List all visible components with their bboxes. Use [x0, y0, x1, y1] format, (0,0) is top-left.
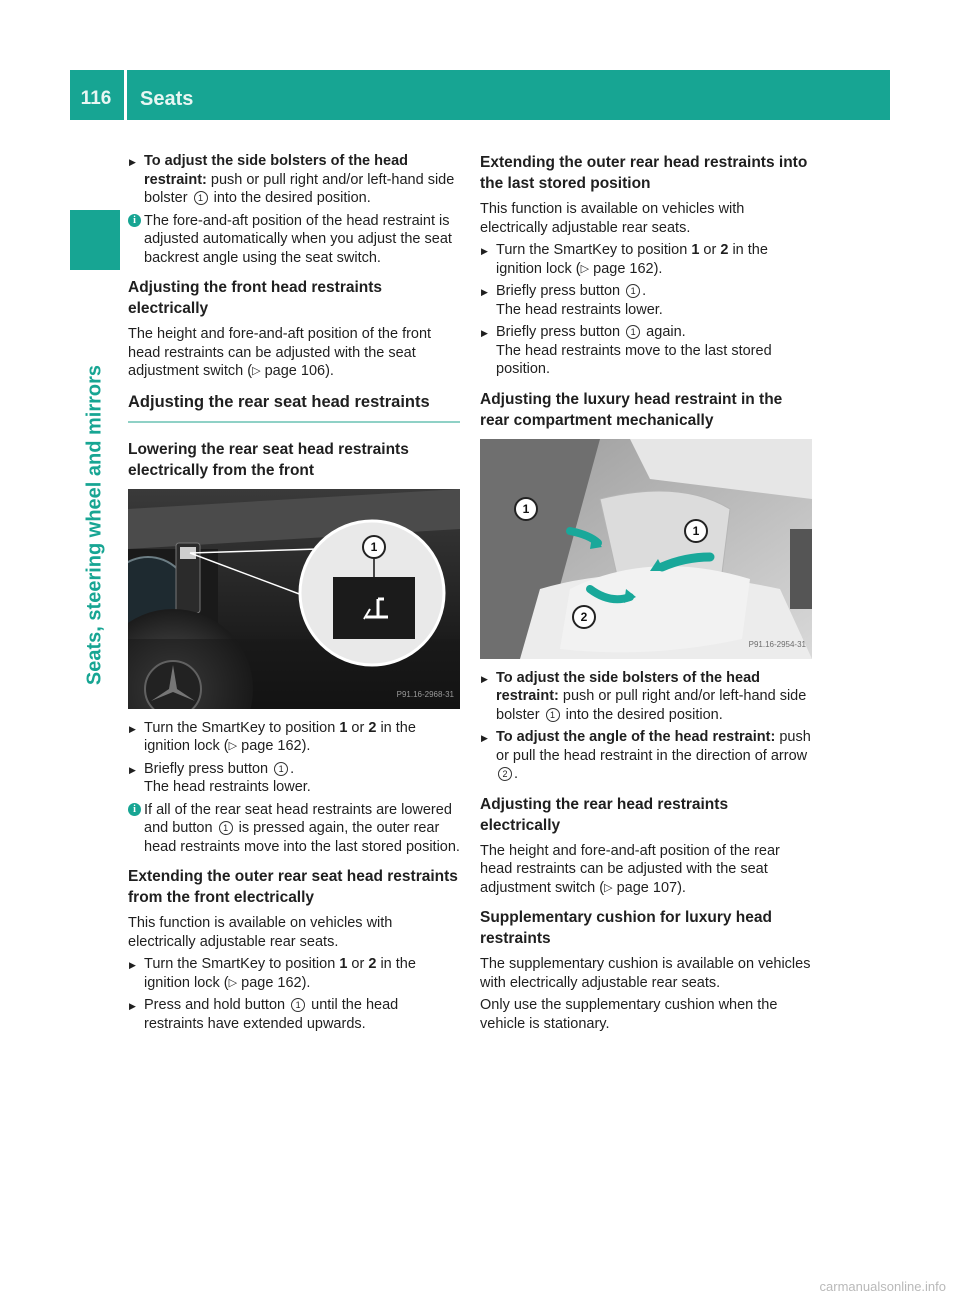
- callout-number: 1: [514, 497, 538, 521]
- callout-ref: 1: [546, 708, 560, 722]
- section-heading: Adjusting the front head restraints electrically: [128, 279, 383, 317]
- dashboard-figure: [128, 489, 460, 709]
- callout-ref: 1: [194, 191, 208, 205]
- page-ref-arrow-icon: ▷: [252, 365, 261, 377]
- callout-ref: 1: [291, 998, 305, 1012]
- page-link[interactable]: page 106).: [264, 363, 334, 379]
- chapter-tab-label: Seats, steering wheel and mirrors: [83, 364, 106, 686]
- list-item: ▶ Briefly press button 1 . The head restraints lower.: [480, 282, 812, 319]
- page-number: 116: [80, 88, 112, 109]
- paragraph: This function is available on vehicles with electrically adjustable rear seats.: [480, 201, 745, 236]
- page-ref-arrow-icon: ▷: [580, 262, 590, 275]
- section-heading: Adjusting the luxury head restraint in the rear compartment mechanically: [480, 390, 783, 429]
- header-divider: [124, 70, 127, 120]
- list-item: ▶ Turn the SmartKey to position 1 or 2 in the ignition lock (▷ page 162).: [480, 241, 812, 278]
- page-title: Seats: [140, 88, 194, 110]
- page-ref-arrow-icon: ▷: [604, 881, 613, 894]
- section-heading: Supplementary cushion for luxury head restraints: [480, 909, 772, 947]
- callout-number: 2: [572, 605, 596, 629]
- list-item: ▶ Turn the SmartKey to position 1 or 2 in the ignition lock (▷ page 162).: [128, 955, 460, 992]
- watermark: carmanualsonline.info: [819, 1279, 946, 1294]
- page-link[interactable]: page 162).: [241, 974, 311, 991]
- dashboard-illustration: [128, 489, 460, 709]
- info-note: i The fore-and-aft position of the head restraint is adjusted automatically when you adjust the seat backrest angle using the seat switch.: [128, 212, 460, 268]
- callout-ref: 1: [274, 762, 288, 776]
- list-item: ▶ To adjust the side bolsters of the head restraint: push or pull right and/or left-hand side bolster 1 into the desired position.: [128, 152, 460, 208]
- callout-ref: 1: [626, 284, 640, 298]
- section-heading: Extending the outer rear head restraints into the last stored position: [480, 154, 808, 192]
- list-item: ▶ Briefly press button 1 . The head restraints lower.: [128, 760, 460, 797]
- paragraph: Only use the supplementary cushion when the vehicle is stationary.: [480, 997, 778, 1032]
- figure-caption: P91.16-2968-31: [396, 690, 454, 699]
- list-item: ▶ To adjust the angle of the head restraint: push or pull the head restraint in the direction of arrow 2 .: [480, 728, 812, 784]
- callout-ref: 1: [219, 821, 233, 835]
- left-column: [128, 152, 460, 1037]
- list-item: ▶ Turn the SmartKey to position 1 or 2 in the ignition lock (▷ page 162).: [128, 719, 460, 756]
- paragraph: This function is available on vehicles with electrically adjustable rear seats.: [128, 915, 393, 950]
- paragraph: The height and fore-and-aft position of the rear head restraints can be adjusted with the seat adjustment switch (▷ page 107).: [480, 842, 780, 896]
- info-note: i If all of the rear seat head restraints are lowered and button 1 is pressed again, the outer rear head restraints move into the last stored position.: [128, 801, 460, 857]
- list-item: ▶ Press and hold button 1 until the head restraints have extended upwards.: [128, 996, 460, 1033]
- paragraph: The height and fore-and-aft position of the front head restraints can be adjusted with the seat adjustment switch (▷ page 106).: [128, 326, 432, 379]
- figure-caption: P91.16-2954-31: [748, 640, 806, 649]
- info-icon: i: [128, 803, 141, 816]
- chapter-tab: [70, 290, 120, 760]
- right-column: [480, 152, 812, 1037]
- paragraph: The supplementary cushion is available on vehicles with electrically adjustable rear seats.: [480, 956, 811, 991]
- page-ref-arrow-icon: ▷: [228, 976, 238, 989]
- callout-number: 1: [362, 535, 386, 559]
- callout-ref: 1: [626, 325, 640, 339]
- callout-ref: 2: [498, 767, 512, 781]
- page-link[interactable]: page 162).: [593, 260, 663, 277]
- page-ref-arrow-icon: ▷: [228, 740, 238, 752]
- list-item: ▶ To adjust the side bolsters of the head restraint: push or pull right and/or left-hand side bolster 1 into the desired position.: [480, 669, 812, 725]
- section-heading: Extending the outer rear seat head restraints from the front electrically: [128, 868, 458, 906]
- head-restraint-illustration: [480, 439, 812, 659]
- info-icon: i: [128, 214, 141, 227]
- section-heading: Adjusting the rear head restraints electrically: [480, 795, 729, 834]
- list-item: ▶ Briefly press button 1 again. The head restraints move to the last stored position.: [480, 323, 812, 379]
- page-link[interactable]: page 107).: [616, 879, 686, 896]
- chapter-tab-marker: [70, 210, 120, 270]
- section-title: Adjusting the rear seat head restraints: [128, 391, 460, 423]
- head-restraint-figure: [480, 439, 812, 659]
- callout-number: 1: [684, 519, 708, 543]
- section-heading: Lowering the rear seat head restraints electrically from the front: [128, 440, 409, 479]
- page-link[interactable]: page 162).: [241, 738, 311, 754]
